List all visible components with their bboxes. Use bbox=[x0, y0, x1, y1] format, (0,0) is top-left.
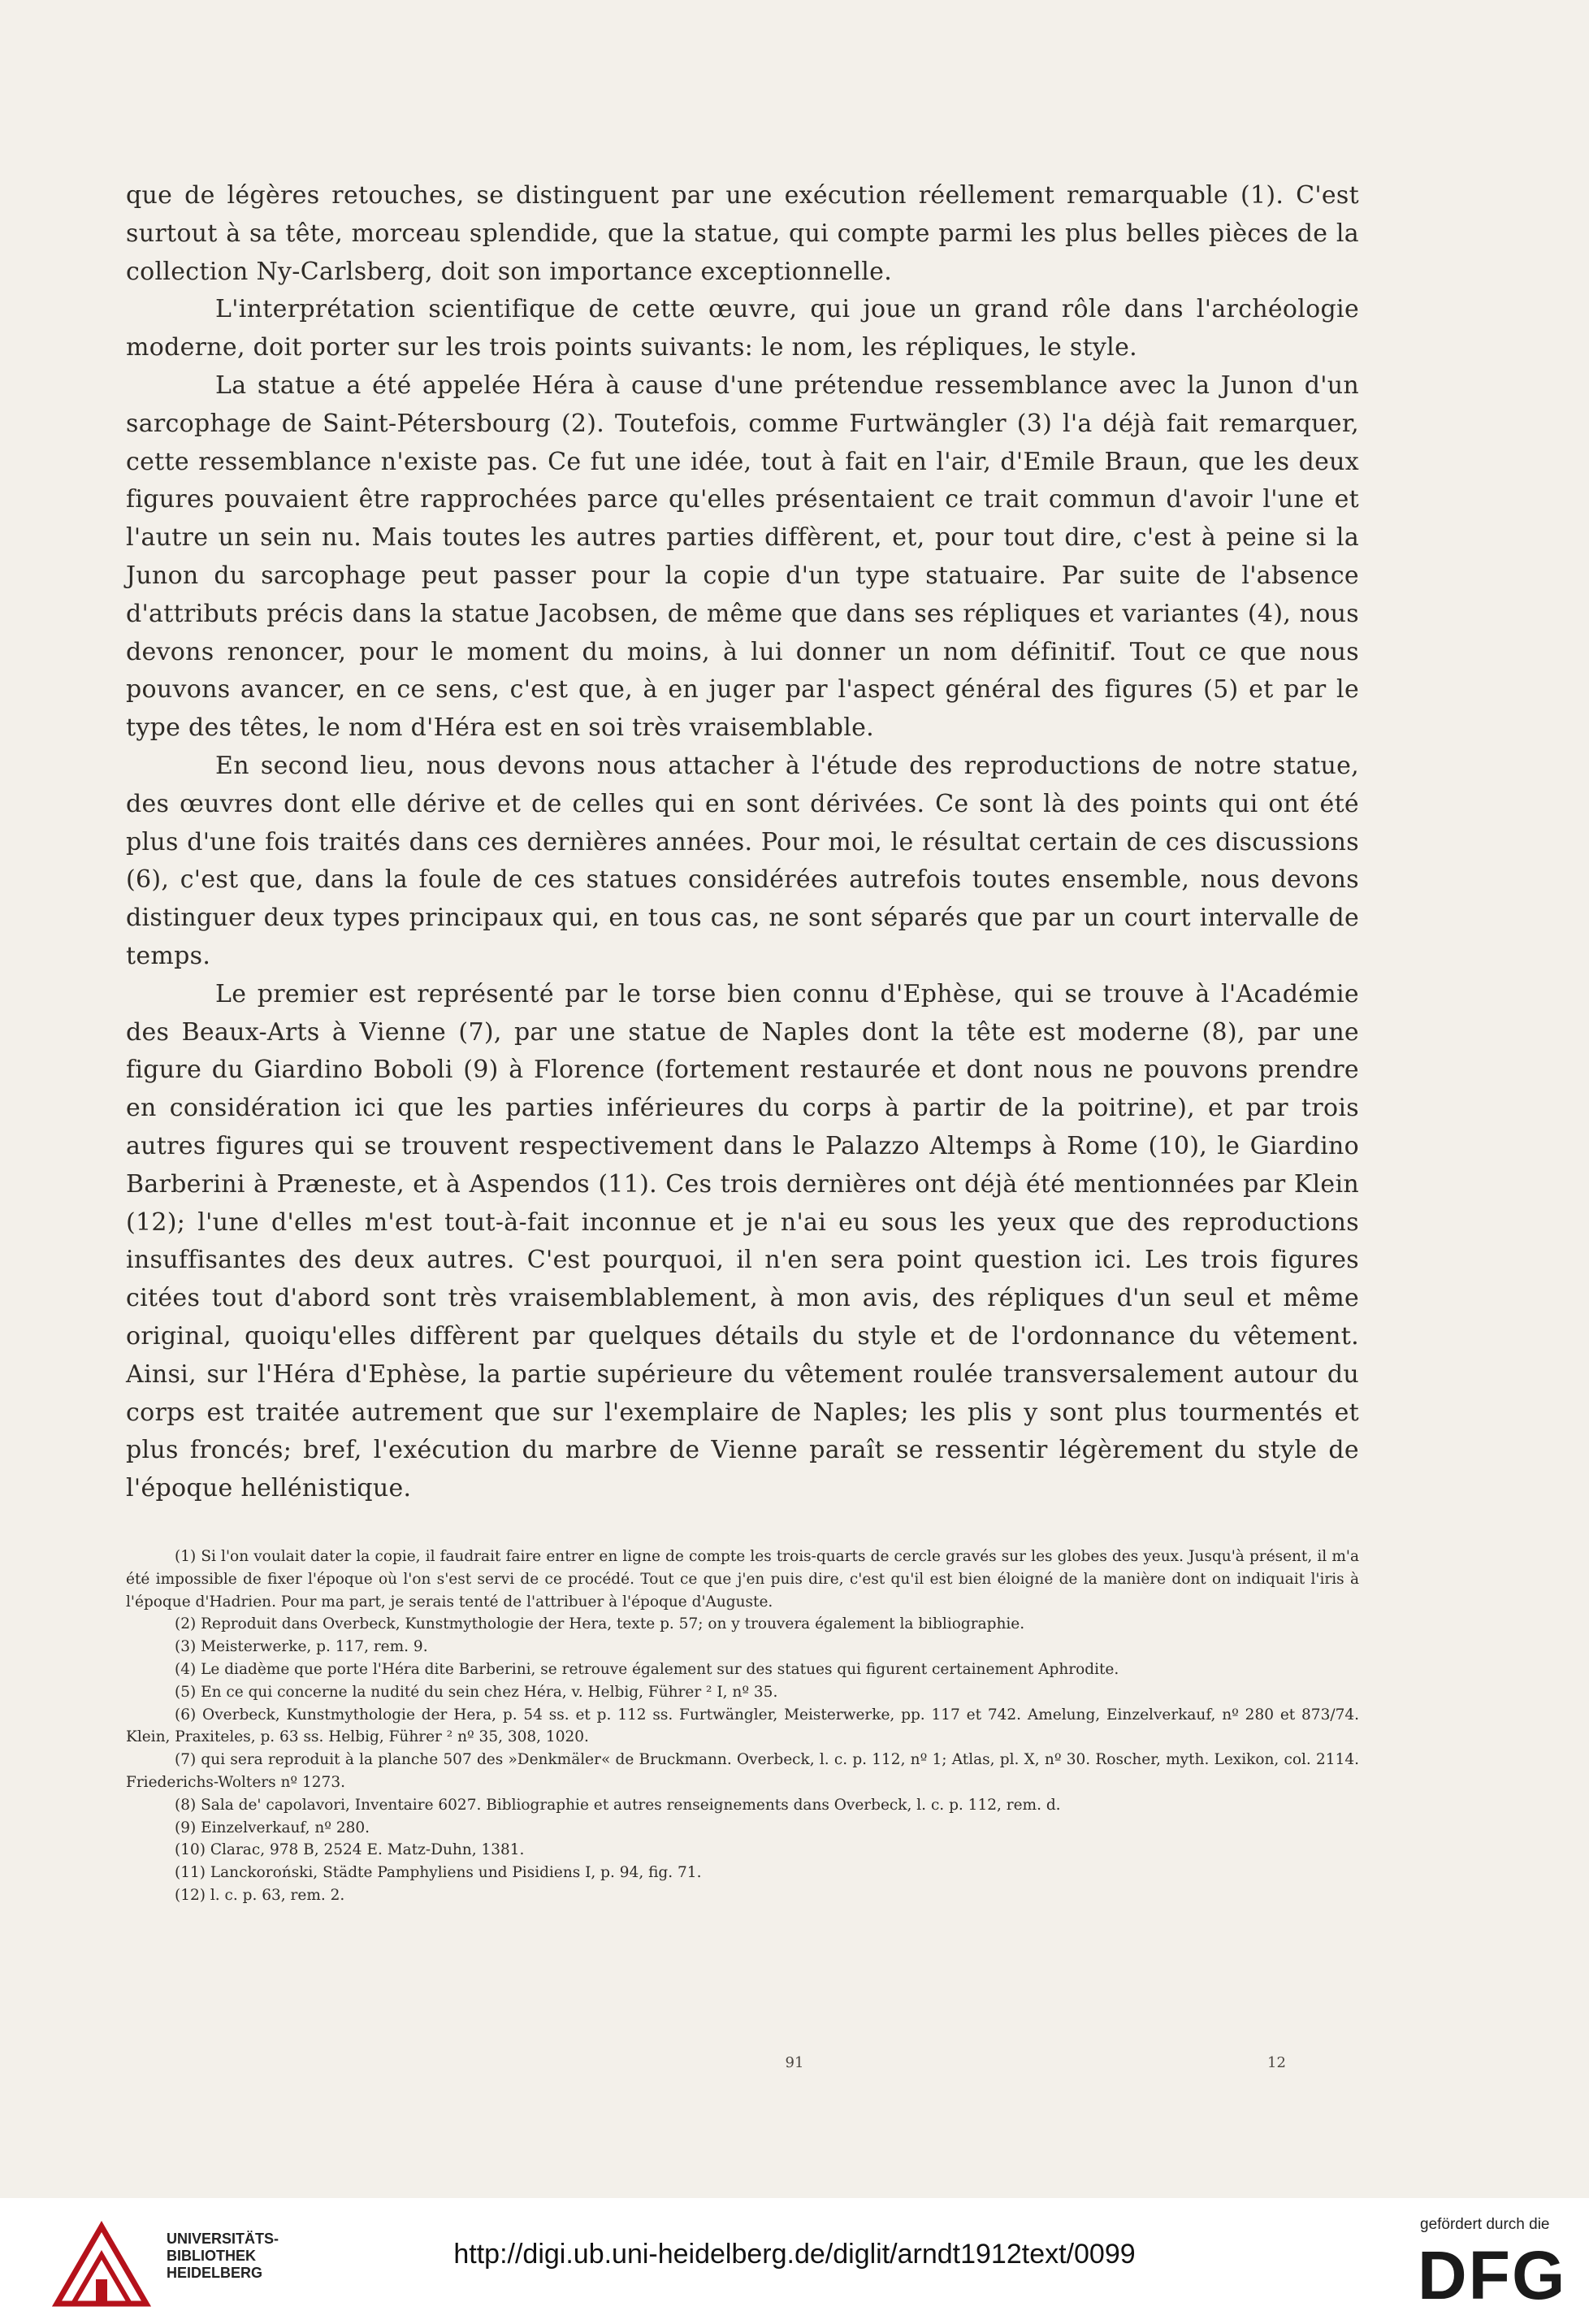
footnote: (8) Sala de' capolavori, Inventaire 6027. Bibliographie et autres renseignements dans Overbeck, l. c. p. 112, rem. d. bbox=[175, 1796, 1061, 1814]
paragraph: En second lieu, nous devons nous attacher à l'étude des reproductions de notre statue, des œuvres dont elle dérive et de celles qui en sont dérivées. Ce sont là des points qui ont été plus d'une fois traités dans ces dernières années. Pour moi, le résultat certain de ces discussions (6), c'est que, dans la foule de ces statues considérées autrefois toutes ensemble, nous devons distinguer deux types principaux qui, en tous cas, ne sont séparés que par un court intervalle de temps. bbox=[126, 751, 1359, 970]
footnote: (9) Einzelverkauf, nº 280. bbox=[175, 1819, 370, 1836]
paragraph: Le premier est représenté par le torse bien connu d'Ephèse, qui se trouve à l'Académie des Beaux-Arts à Vienne (7), par une statue de Naples dont la tête est moderne (8), par une figure du Giardino Boboli (9) à Florence (fortement restaurée et dont nous ne pouvons prendre en considération ici que les parties inférieures du corps à partir de la poitrine), et par trois autres figures qui se trouvent respectivement dans le Palazzo Altemps à Rome (10), le Giardino Barberini à Præneste, et à Aspendos (11). Ces trois dernières ont déjà été mentionnées par Klein (12); l'une d'elles m'est tout-à-fait inconnue et je n'ai eu sous les yeux que des reproductions insuffisantes des deux autres. C'est pourquoi, il n'en sera point question ici. Les trois figures citées tout d'abord sont très vraisemblablement, à mon avis, des répliques d'un seul et même original, quoiqu'elles diffèrent par quelques détails du style et de l'ordonnance du vêtement. Ainsi, sur l'Héra d'Ephèse, la partie supérieure du vêtement roulée transversalement autour du corps est traitée autrement que sur l'exemplaire de Naples; les plis y sont plus tourmentés et plus froncés; bref, l'exécution du marbre de Vienne paraît se ressentir légèrement du style de l'époque hellénistique. bbox=[126, 979, 1359, 1503]
dfg-logo[interactable]: DFG bbox=[1418, 2237, 1567, 2313]
footnote: (4) Le diadème que porte l'Héra dite Barberini, se retrouve également sur des statues qui figurent certainement Aphrodite. bbox=[175, 1660, 1119, 1678]
footnote: (5) En ce qui concerne la nudité du sein chez Héra, v. Helbig, Führer ² I, nº 35. bbox=[175, 1683, 778, 1701]
signature-mark: 12 bbox=[1267, 2054, 1286, 2071]
page-number: 91 bbox=[785, 2054, 804, 2071]
footer-bar bbox=[0, 2198, 1589, 2324]
footnote: (2) Reproduit dans Overbeck, Kunstmythologie der Hera, texte p. 57; on y trouvera également la bibliographie. bbox=[175, 1615, 1025, 1633]
paragraph: La statue a été appelée Héra à cause d'une prétendue ressemblance avec la Junon d'un sarcophage de Saint-Pétersbourg (2). Toutefois, comme Furtwängler (3) l'a déjà fait remarquer, cette ressemblance n'existe pas. Ce fut une idée, tout à fait en l'air, d'Emile Braun, que les deux figures pouvaient être rapprochées parce qu'elles présentaient ce trait commun d'avoir l'une et l'autre un sein nu. Mais toutes les autres parties diffèrent, et, pour tout dire, c'est à peine si la Junon du sarcophage peut passer pour la copie d'un type statuaire. Par suite de l'absence d'attributs précis dans la statue Jacobsen, de même que dans ses répliques et variantes (4), nous devons renoncer, pour le moment du moins, à lui donner un nom définitif. Tout ce que nous pouvons avancer, en ce sens, c'est que, à en juger par l'aspect général des figures (5) et par le type des têtes, le nom d'Héra est en soi très vraisemblable. bbox=[126, 371, 1359, 743]
footnote: (1) Si l'on voulait dater la copie, il faudrait faire entrer en ligne de compte les trois-quarts de cercle gravés sur les globes des yeux. Jusqu'à présent, il m'a été impossible de fixer l'époque où l'on s'est servi de ce procédé. Tout ce que j'en puis dire, c'est qu'il est bien éloigné de la manière dont on indiquait l'iris à l'époque d'Hadrien. Pour ma part, je serais tenté de l'attribuer à l'époque d'Auguste. bbox=[126, 1548, 1359, 1611]
footnote: (12) l. c. p. 63, rem. 2. bbox=[175, 1886, 345, 1904]
paragraph: L'interprétation scientifique de cette œuvre, qui joue un grand rôle dans l'archéologie moderne, doit porter sur les trois points suivants: le nom, les répliques, le style. bbox=[126, 295, 1359, 362]
footnote: (10) Clarac, 978 B, 2524 E. Matz-Duhn, 1381. bbox=[175, 1841, 525, 1859]
library-name-line: UNIVERSITÄTS- bbox=[167, 2231, 279, 2247]
permalink-url[interactable]: http://digi.ub.uni-heidelberg.de/diglit/arndt1912text/0099 bbox=[453, 2239, 1136, 2270]
paragraph: que de légères retouches, se distinguent par une exécution réellement remarquable (1). C'est surtout à sa tête, morceau splendide, que la statue, qui compte parmi les plus belles pièces de la collection Ny-Carlsberg, doit son importance exceptionnelle. bbox=[126, 181, 1359, 286]
footnotes bbox=[126, 1546, 1359, 1907]
library-name-line: HEIDELBERG bbox=[167, 2265, 263, 2281]
footnote: (7) qui sera reproduit à la planche 507 des »Denkmäler« de Bruckmann. Overbeck, l. c. p. 112, nº 1; Atlas, pl. X, nº 30. Roscher, myth. Lexikon, col. 2114. Friederichs-Wolters nº 1273. bbox=[126, 1751, 1359, 1791]
library-name-line: BIBLIOTHEK bbox=[167, 2248, 256, 2264]
footnote: (3) Meisterwerke, p. 117, rem. 9. bbox=[175, 1638, 428, 1656]
footnote: (6) Overbeck, Kunstmythologie der Hera, p. 54 ss. et p. 112 ss. Furtwängler, Meisterwerke, pp. 117 et 742. Amelung, Einzelverkauf, nº 280 et 873/74. Klein, Praxiteles, p. 63 ss. Helbig, Führer ² nº 35, 308, 1020. bbox=[126, 1706, 1359, 1746]
main-text bbox=[126, 177, 1359, 1508]
footnote: (11) Lanckoroński, Städte Pamphyliens und Pisidiens I, p. 94, fig. 71. bbox=[175, 1864, 702, 1882]
funding-caption: gefördert durch die bbox=[1420, 2216, 1550, 2233]
